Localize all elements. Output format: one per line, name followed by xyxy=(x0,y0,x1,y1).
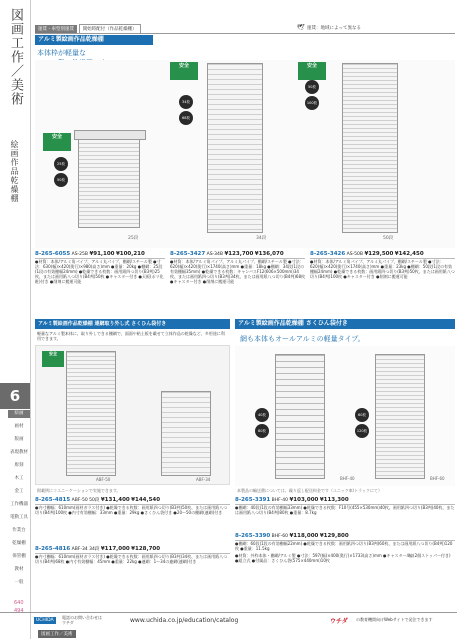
abf34-row xyxy=(35,545,230,554)
bhf40-code[interactable]: 8-265-3391 xyxy=(235,497,271,503)
product-25-code[interactable]: 8-265-6055 xyxy=(35,251,71,257)
safety-badge-3 xyxy=(298,62,326,80)
product-25 xyxy=(35,250,165,284)
product-34-row xyxy=(170,250,305,259)
category-item[interactable]: 乾燥棚 xyxy=(12,541,26,546)
index-sidebar xyxy=(0,0,31,639)
product-50 xyxy=(310,250,455,279)
bhf60-desc: ●棚網：60段(1段の有効棚幅22mm) ●乾燥できる枚数：画用紙四つ切り(B3判)60枚、または画用紙八つ切り(B4判)120枚 ●重量：11.5kg xyxy=(235,541,453,551)
abf34-desc: ●内寸棚幅：610mm(画材ガラス付き) ●乾燥できる枚数：画用紙四つ切り(B3判)34枚、または画用紙八つ切り(B4判)68枚 ●内寸有効棚幅：45mm ●重量：22kg ●連網：1～34の連網(連網)付き xyxy=(35,554,228,564)
category-item[interactable]: 表現教材 xyxy=(10,450,28,455)
product-34-code[interactable]: 8-265-3427 xyxy=(170,251,206,257)
count-badge-100: 100枚 xyxy=(305,96,319,110)
section2-safety-text: 安全 xyxy=(49,351,57,356)
abf50-rack xyxy=(66,351,116,476)
footer-note: 電話のお問い合わせは ウチダ xyxy=(62,615,102,625)
category-item[interactable]: 工作機器 xyxy=(10,502,28,507)
category-item[interactable]: 金工 xyxy=(14,489,24,494)
footer-logo: ウチダ xyxy=(330,618,348,625)
rack-25-photo xyxy=(70,120,150,240)
rack-34-photo xyxy=(195,55,275,243)
rack-25-top xyxy=(74,130,146,140)
category-item[interactable]: 保管棚 xyxy=(12,554,26,559)
freight-tag: 運賃・車型別運賃 xyxy=(35,25,77,33)
count-badge-50: 50枚 xyxy=(54,173,68,187)
product-34-price2: ¥136,070 xyxy=(254,251,284,257)
section3-caption: 本製品の輸送費については、繰り返し配送料金です（ユニック車/トラックにて） xyxy=(237,488,383,493)
safety-badge-2 xyxy=(170,62,198,80)
section2-caption: 掲載例にコユニーケーションで実施できます。 xyxy=(37,488,121,493)
page-ref-1: 640 xyxy=(14,600,24,606)
bhf60-product xyxy=(235,532,455,563)
abf50-price: ¥131,400 xyxy=(100,497,130,503)
abf50-label: ABF-50 xyxy=(96,477,111,482)
abf34-price2: ¥128,700 xyxy=(131,546,161,552)
product-25-price: ¥91,100 xyxy=(89,251,115,257)
bhf40-label: BHF-40 xyxy=(340,476,355,481)
product-34-desc: ●材質：本体/アルミ角パイプ、アルミ丸パイプ、棚網/スチール製 ●寸法：620(幅)×420(奥行)×1740(高さ)mm ●重量：18kg ●棚網：34段(1段の有効棚幅35mm) ●乾燥できる枚数：キャンバスF12(606×500mm)34枚、または画用紙四つ切り(B3判)34枚、または画用紙八つ切り(B4判)68枚 ●キャスター付き ●削剤に搬運可能 xyxy=(170,259,305,284)
category-item[interactable]: 作業台 xyxy=(12,528,26,533)
product-34-price: ¥123,700 xyxy=(224,251,254,257)
abf50-price2: ¥144,540 xyxy=(131,497,161,503)
bhf40-desc: ●棚網：40段(1段の有効棚幅33mm) ●乾燥できる枚数：F10号(455×530mm)40枚、画用紙四つ切り(B3判)40枚、または画用紙八つ切り(B4判)80枚 ●重量：8.7kg xyxy=(235,505,455,515)
product-34-sub: AS-34B xyxy=(206,252,223,257)
catalog-url[interactable]: www.uchida.co.jp/education/catalog xyxy=(130,617,239,624)
bhf60-price: ¥118,000 xyxy=(289,533,319,539)
abf50-shelves: 50段 xyxy=(89,498,100,503)
footer-page-label: 図画工作／美術 xyxy=(38,630,76,638)
bhf60-code[interactable]: 8-265-3390 xyxy=(235,533,271,539)
bhf60-row xyxy=(235,532,455,541)
category-item[interactable]: 木工 xyxy=(14,476,24,481)
category-item[interactable]: 教材 xyxy=(14,567,24,572)
abf50-desc: ●内寸棚幅：610mm(画材ガラス付き) ●乾燥できる枚数：画用紙四つ切り(B3判)50枚、または画用紙八つ切り(B4判)100枚 ●内寸有効棚幅：33mm ●重量：29kg ●さくひん袋付き ●20～50の棚網(連網)付き xyxy=(35,505,228,515)
section2-photo xyxy=(35,345,230,485)
abf34-shelves: 34段 xyxy=(89,547,100,552)
abf34-label: ABF-34 xyxy=(196,477,211,482)
product-50-price: ¥129,500 xyxy=(364,251,394,257)
bhf40-price: ¥103,000 xyxy=(289,497,319,503)
section1-tagline: 本体枠が軽量な xyxy=(37,49,86,57)
rack-34-shelves xyxy=(207,63,263,233)
count-badge-25: 25枚 xyxy=(54,157,68,171)
category-item[interactable]: 絵画 xyxy=(8,410,30,418)
footer-right-text: の教育機関向けWebサイトで発注できます xyxy=(356,617,433,622)
section3-common-desc: ●材質：外枠本体・棚網/アルミ製 ●寸法：597(幅)×400(奥行)×1733(高さ)mm ●キャスター4輪(2個ストッパー付き) ●組立式 ●付属品：さくひん袋(575×440mm)10枚 xyxy=(235,553,451,563)
bhf40-badge-40: 40枚 xyxy=(255,408,269,422)
model-label-25: 25段 xyxy=(128,236,139,241)
product-50-price2: ¥142,450 xyxy=(394,251,424,257)
section1-title-bar xyxy=(35,35,153,45)
abf50-product xyxy=(35,496,230,515)
delivery-tag: 開始時配付（作品乾燥棚） xyxy=(79,24,141,34)
category-item[interactable]: 彫刻 xyxy=(14,463,24,468)
abf34-product xyxy=(35,545,230,564)
bird-icon: 🕊 xyxy=(297,24,305,31)
rack-50-photo xyxy=(330,55,410,243)
product-50-sub: AS-50B xyxy=(346,252,363,257)
bhf60-label: BHF-60 xyxy=(430,476,445,481)
abf50-code[interactable]: 8-265-4815 xyxy=(35,497,71,503)
abf34-rack xyxy=(161,391,211,476)
header-tags xyxy=(35,24,455,33)
bhf40-sub: BHF-40 xyxy=(271,498,289,503)
product-25-desc: ●材質：本体/アルミ角パイプ、アルミ丸パイプ、棚網/スチール製 ●寸法：630(幅)×420(奥行)×980(高さ)mm ●重量：20kg ●棚網：25段(1段の有効棚幅24mm) ●乾燥できる枚数：画用紙四つ切り(B3判)25枚、または画用紙八つ切り(B4判)50枚 ●キャスター付き ●天板(ポリ化粧)付き ●削剤に搬運可能 xyxy=(35,259,164,284)
product-25-row xyxy=(35,250,165,259)
count-badge-34: 34枚 xyxy=(179,95,193,109)
bhf40-product xyxy=(235,496,455,515)
abf50-row xyxy=(35,496,230,505)
bhf40-rack xyxy=(275,354,325,479)
rack-25-shelves xyxy=(78,138,140,228)
section2-title-bar xyxy=(35,319,230,329)
category-item[interactable]: 一般 xyxy=(14,580,24,585)
product-25-sub: AS-25B xyxy=(71,252,88,257)
section3-tagline: 網も本体もオールアルミの軽量タイプ。 xyxy=(240,335,365,343)
section2-safety-badge xyxy=(42,351,64,367)
abf34-sub: ABF-34 xyxy=(71,547,88,552)
section3-title-bar xyxy=(235,319,455,329)
bhf60-badge-120: 120枚 xyxy=(355,424,369,438)
section2-desc: 軽量なアルミ製本体に、取り外しできる棚網で、面面や粘土板を載せて立体作品の乾燥など、多用途に利用できます。 xyxy=(37,331,225,341)
model-label-34: 34段 xyxy=(256,236,267,241)
page-ref-2: 494 xyxy=(14,608,24,614)
section-label: 絵画作品乾燥棚 xyxy=(10,140,19,203)
section3-photo xyxy=(235,346,455,486)
safety-badge-1 xyxy=(43,133,71,151)
bhf40-row xyxy=(235,496,455,505)
count-badge-50b: 50枚 xyxy=(305,80,319,94)
footer xyxy=(0,612,457,640)
header-rule xyxy=(35,33,455,34)
product-34 xyxy=(170,250,305,284)
chapter-number: 6 xyxy=(0,383,30,409)
category-list xyxy=(0,410,30,592)
product-50-code[interactable]: 8-265-3426 xyxy=(310,251,346,257)
bhf40-price2: ¥113,300 xyxy=(319,497,349,503)
category-item[interactable]: 版画 xyxy=(14,437,24,442)
bhf40-badge-80: 80枚 xyxy=(255,424,269,438)
chapter-title: 図画工作／美術 xyxy=(8,8,23,106)
abf34-price: ¥117,000 xyxy=(100,546,130,552)
safety-badge-1-text: 安全 xyxy=(51,134,62,140)
product-50-row xyxy=(310,250,455,259)
section2-title: アルミ製絵画作品乾燥棚 連網取り外し式 さくひん袋付き xyxy=(38,321,167,327)
rack-50-shelves xyxy=(342,63,398,233)
category-item[interactable]: 画材 xyxy=(14,424,24,429)
product-25-price2: ¥100,210 xyxy=(115,251,145,257)
count-badge-68: 68枚 xyxy=(179,111,193,125)
footer-brand: UCHIDA xyxy=(36,618,54,623)
bhf60-badge-60: 60枚 xyxy=(355,408,369,422)
product-50-desc: ●材質：本体/アルミ角パイプ、アルミ丸パイプ、棚網/スチール製 ●寸法：620(幅)×420(奥行)×1740(高さ)mm ●重量：23kg ●棚網：50段(1段の有効棚幅24mm) ●乾燥できる枚数：画用紙四つ切り(B3判)50枚、または画用紙八つ切り(B4判)100枚 ●キャスター付き ●削剤に搬運可能 xyxy=(310,259,455,279)
safety-badge-3-text: 安全 xyxy=(306,63,317,69)
section1-title: アルミ製絵画作品乾燥棚 xyxy=(38,36,104,43)
safety-badge-2-text: 安全 xyxy=(178,63,189,69)
abf34-code[interactable]: 8-265-4816 xyxy=(35,546,71,552)
abf50-sub: ABF-50 xyxy=(71,498,88,503)
freight-note: 運賃：地域によって異なる xyxy=(307,26,361,31)
section3-title: アルミ製絵画作品乾燥棚 さくひん袋付き xyxy=(238,320,348,327)
bhf60-price2: ¥129,800 xyxy=(319,533,349,539)
model-label-50: 50段 xyxy=(383,236,394,241)
category-item[interactable]: 電動工具 xyxy=(10,515,28,520)
bhf60-sub: BHF-60 xyxy=(271,534,289,539)
bhf60-rack xyxy=(375,354,425,479)
